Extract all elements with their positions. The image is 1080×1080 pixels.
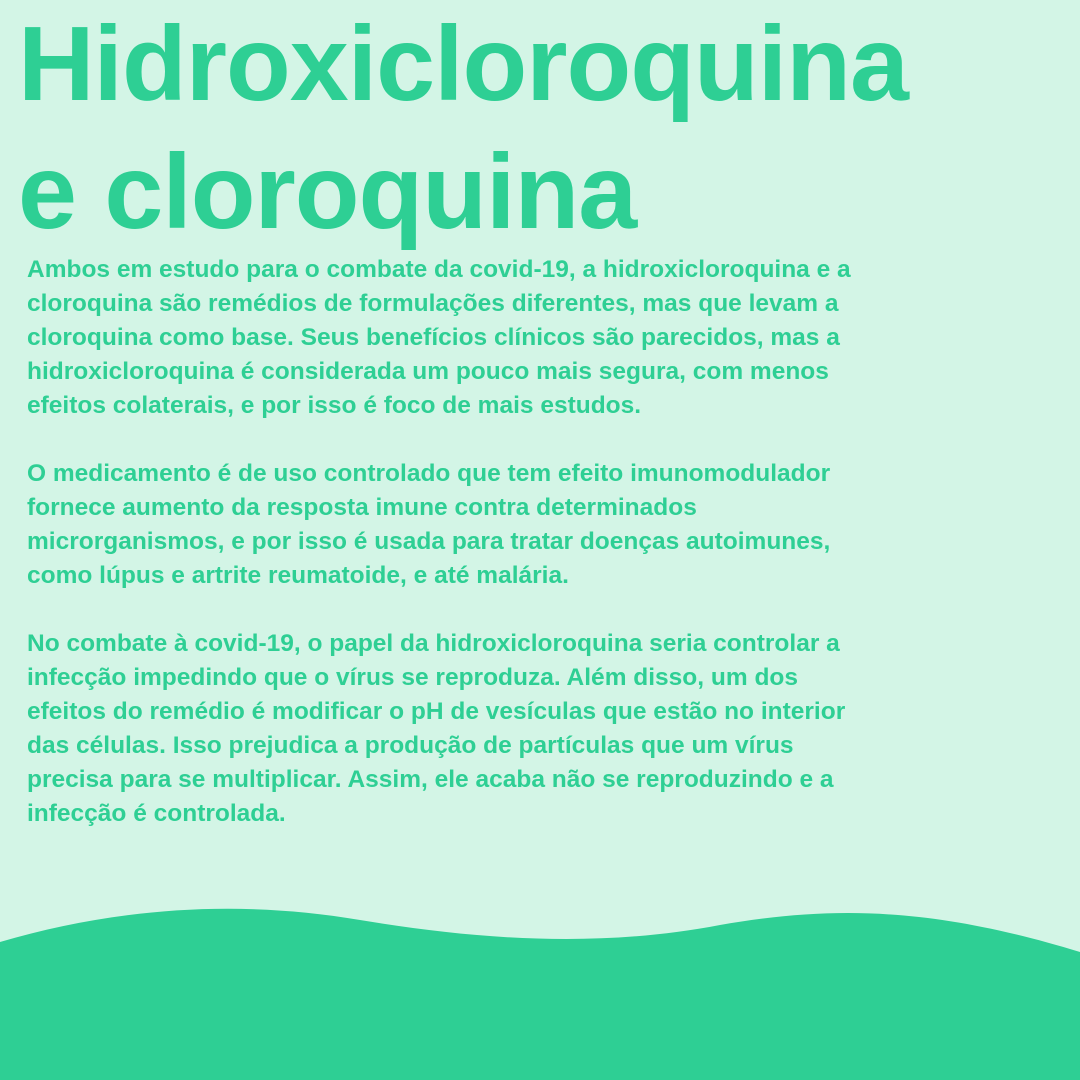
paragraph-line: Ambos em estudo para o combate da covid-19, a hidroxicloroquina e a — [27, 256, 851, 283]
page-title — [18, 0, 1068, 256]
paragraph-line: hidroxicloroquina é considerada um pouco mais segura, com menos — [27, 358, 829, 385]
article-body — [27, 253, 1027, 865]
paragraph-line: efeitos colaterais, e por isso é foco de mais estudos. — [27, 392, 642, 419]
paragraph-line: infecção impedindo que o vírus se reproduza. Além disso, um dos — [27, 664, 798, 691]
paragraph-line: fornece aumento da resposta imune contra determinados — [27, 494, 697, 521]
paragraph-line: O medicamento é de uso controlado que tem efeito imunomodulador — [27, 460, 831, 487]
title-line-2: e cloroquina — [18, 133, 637, 251]
paragraph-line: No combate à covid-19, o papel da hidroxicloroquina seria controlar a — [27, 630, 840, 657]
paragraph-line: precisa para se multiplicar. Assim, ele acaba não se reproduzindo e a — [27, 766, 834, 793]
paragraph-line: como lúpus e artrite reumatoide, e até malária. — [27, 562, 569, 589]
paragraph-3 — [27, 627, 1027, 831]
wave-shape — [0, 909, 1080, 1080]
paragraph-line: cloroquina são remédios de formulações diferentes, mas que levam a — [27, 290, 839, 317]
paragraph-line: microrganismos, e por isso é usada para tratar doenças autoimunes, — [27, 528, 831, 555]
paragraph-line: das células. Isso prejudica a produção de partículas que um vírus — [27, 732, 794, 759]
paragraph-2 — [27, 457, 1027, 593]
paragraph-1 — [27, 253, 1027, 423]
title-line-1: Hidroxicloroquina — [18, 5, 908, 123]
decorative-wave — [0, 880, 1080, 1080]
paragraph-line: efeitos do remédio é modificar o pH de vesículas que estão no interior — [27, 698, 846, 725]
paragraph-line: cloroquina como base. Seus benefícios clínicos são parecidos, mas a — [27, 324, 840, 351]
paragraph-line: infecção é controlada. — [27, 800, 286, 827]
